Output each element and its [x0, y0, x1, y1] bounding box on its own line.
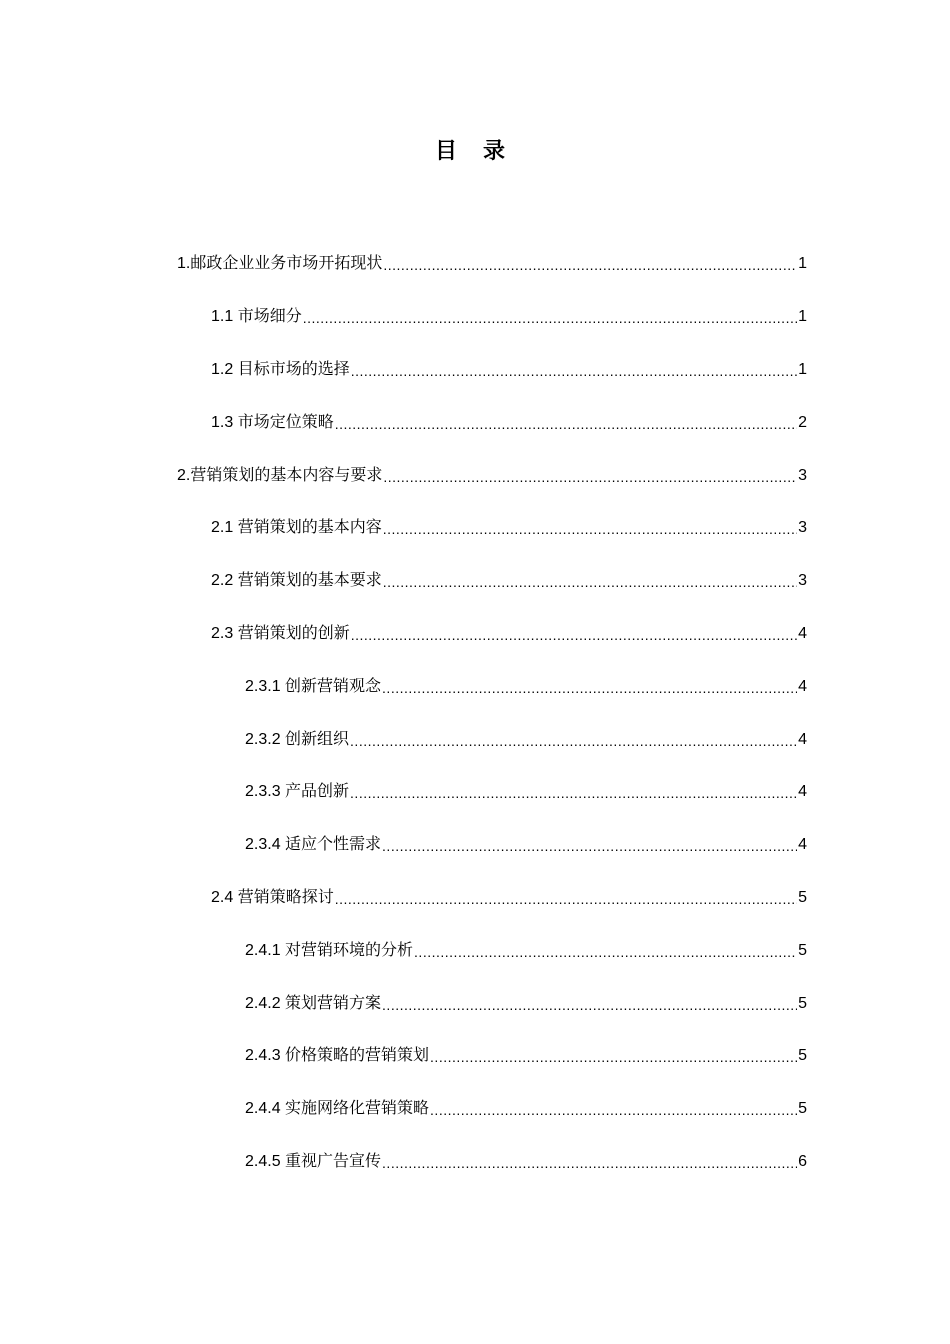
toc-leader-dots: [335, 415, 797, 433]
toc-entry-page: 2: [798, 414, 807, 431]
toc-entry-label: 2.4.5 重视广告宣传: [245, 1153, 382, 1170]
toc-leader-dots: [382, 1154, 797, 1172]
toc-entry[interactable]: [245, 935, 807, 961]
toc-entry[interactable]: [245, 1040, 807, 1066]
toc-leader-dots: [383, 573, 797, 591]
toc-entry-page: 5: [798, 942, 807, 959]
toc-entry[interactable]: [211, 618, 807, 644]
toc-entry-page: 6: [798, 1153, 807, 1170]
toc-entry-label: 2.3.4 适应个性需求: [245, 836, 382, 853]
toc-entry-label: 2.3.1 创新营销观念: [245, 678, 382, 695]
toc-leader-dots: [351, 362, 797, 380]
toc-entry[interactable]: [211, 354, 807, 380]
toc-entry[interactable]: [211, 301, 807, 327]
toc-entry-page: 4: [798, 678, 807, 695]
toc-leader-dots: [414, 943, 797, 961]
toc-entry-label: 2.2 营销策划的基本要求: [211, 572, 382, 589]
toc-entry[interactable]: [245, 829, 807, 855]
toc-entry-page: 5: [798, 1047, 807, 1064]
toc-leader-dots: [382, 679, 797, 697]
toc-entry-label: 2.1 营销策划的基本内容: [211, 519, 382, 536]
toc-entry[interactable]: [245, 671, 807, 697]
toc-leader-dots: [382, 837, 797, 855]
toc-entry[interactable]: [245, 776, 807, 802]
toc-entry-label: 2.4.2 策划营销方案: [245, 995, 382, 1012]
toc-leader-dots: [303, 309, 797, 327]
toc-entry-page: 4: [798, 731, 807, 748]
toc-entry-label: 1.3 市场定位策略: [211, 414, 334, 431]
toc-entry-page: 5: [798, 1100, 807, 1117]
toc-entry[interactable]: [245, 1146, 807, 1172]
toc-leader-dots: [382, 996, 797, 1014]
toc-leader-dots: [383, 256, 797, 274]
toc-entry-label: 2.4 营销策略探讨: [211, 889, 334, 906]
toc-leader-dots: [335, 890, 797, 908]
toc-entry[interactable]: [177, 460, 807, 486]
page-title: 目 录: [434, 138, 516, 163]
toc-leader-dots: [350, 784, 797, 802]
toc-entry[interactable]: [245, 1093, 807, 1119]
toc-entry[interactable]: [211, 565, 807, 591]
toc-entry-label: 1.2 目标市场的选择: [211, 361, 350, 378]
toc-leader-dots: [430, 1048, 797, 1066]
toc-entry-page: 4: [798, 625, 807, 642]
toc-entry-label: 2.4.4 实施网络化营销策略: [245, 1100, 430, 1117]
toc-leader-dots: [383, 468, 797, 486]
toc-entry-page: 1: [798, 361, 807, 378]
toc-entry-page: 3: [798, 519, 807, 536]
toc-leader-dots: [430, 1101, 797, 1119]
toc-entry[interactable]: [245, 724, 807, 750]
toc-entry-page: 1: [798, 308, 807, 325]
toc-entry-label: 2.3 营销策划的创新: [211, 625, 350, 642]
toc-entry-page: 3: [798, 467, 807, 484]
toc-entry[interactable]: [211, 882, 807, 908]
toc-entry[interactable]: [211, 512, 807, 538]
toc-leader-dots: [383, 520, 797, 538]
toc-entry[interactable]: [245, 988, 807, 1014]
toc-entry-page: 5: [798, 995, 807, 1012]
toc-leader-dots: [350, 732, 797, 750]
toc-entry-label: 2.4.3 价格策略的营销策划: [245, 1047, 430, 1064]
toc-entry-page: 4: [798, 783, 807, 800]
toc-entry-page: 3: [798, 572, 807, 589]
toc-entry-page: 4: [798, 836, 807, 853]
toc-entry-label: 2.3.2 创新组织: [245, 731, 350, 748]
toc-entry-label: 2.营销策划的基本内容与要求: [177, 467, 383, 484]
toc-entry-page: 5: [798, 889, 807, 906]
toc-entry[interactable]: [211, 407, 807, 433]
toc-entry-label: 1.邮政企业业务市场开拓现状: [177, 255, 383, 272]
toc-entry-page: 1: [798, 255, 807, 272]
toc-leader-dots: [351, 626, 797, 644]
toc-entry[interactable]: [177, 248, 807, 274]
toc-entry-label: 2.3.3 产品创新: [245, 783, 350, 800]
toc-entry-label: 1.1 市场细分: [211, 308, 302, 325]
toc-entry-label: 2.4.1 对营销环境的分析: [245, 942, 414, 959]
